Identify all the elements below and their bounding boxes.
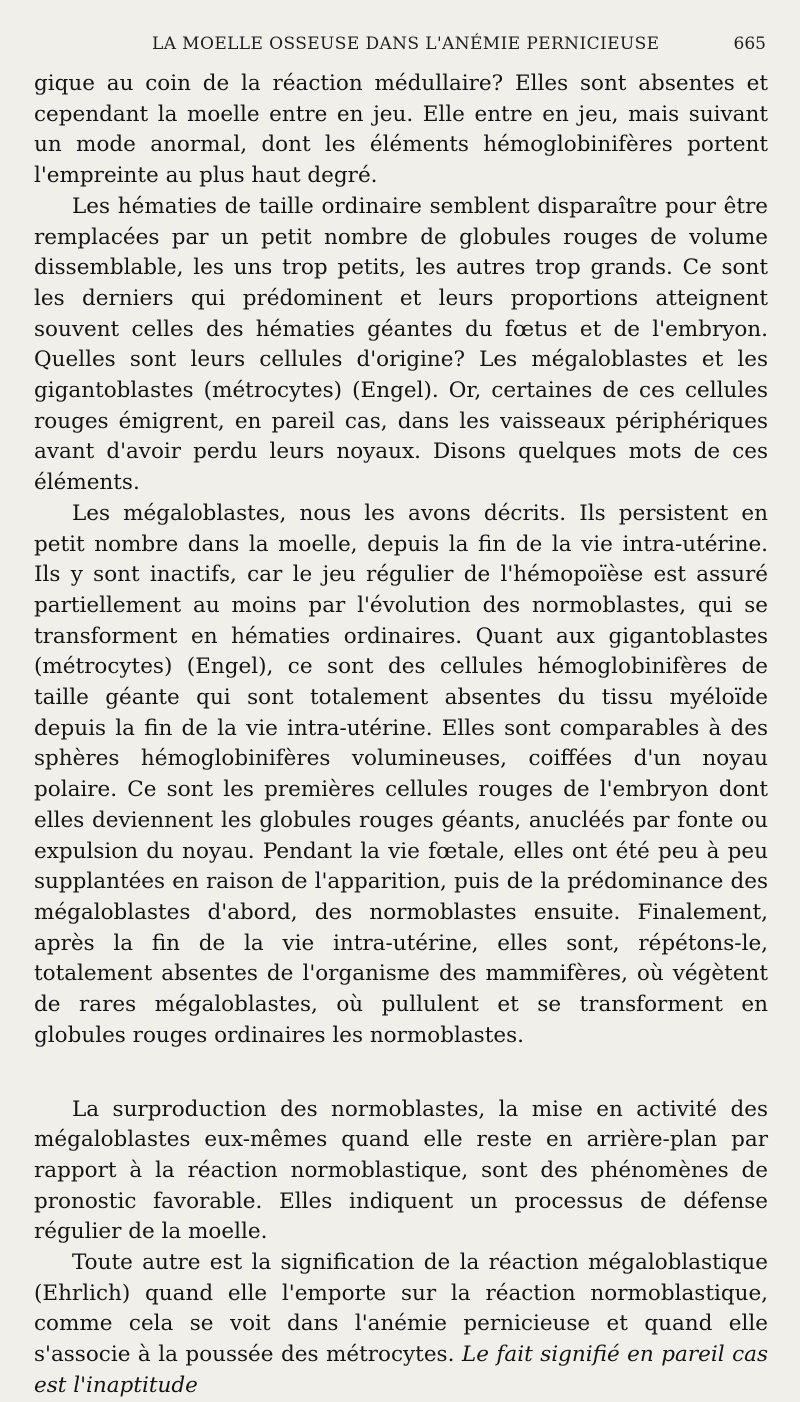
paragraph-megaloblastes: Les mégaloblastes, nous les avons décrits. Ils persistent en petit nombre dans la moelle, depuis la fin de la vie intra-utérine. Ils y sont inactifs, car le jeu régulier de l'hémopoïèse est assuré partiellement au moins par l'évolution des normoblastes, qui se transforment en hématies ordinaires. Quant aux gigantoblastes (métrocytes) (Engel), ce sont des cellules hémoglobinifères de taille géante qui sont totalement absentes du tissu myéloïde depuis la fin de la vie intra-utérine. Elles sont comparables à des sphères hémoglobinifères volumineuses, coiffées d'un noyau polaire. Ce sont les premières cellules rouges de l'embryon dont elles deviennent les globules rouges géants, anucléés par fonte ou expulsion du noyau. Pendant la vie fœtale, elles ont été peu à peu supplantées en raison de l'apparition, puis de la prédominance des mégaloblastes d'abord, des normoblastes ensuite. Finalement, après la fin de la vie intra-utérine, elles sont, répétons-le, totalement absentes de l'organisme des mammifères, où végètent de rares mégaloblastes, où pullulent et se transforment en globules rouges ordinaires les normoblastes. xyxy=(34,500,768,1048)
paragraph-surproduction: La surproduction des normoblastes, la mise en activité des mégaloblastes eux-mêmes quand elle reste en arrière-plan par rapport à la réaction normoblastique, sont des phénomènes de pronostic favorable. Elles indiquent un processus de défense régulier de la moelle. xyxy=(34,1096,768,1245)
paragraph-signification-italic: Le fait signifié en pareil cas est l'inaptitude xyxy=(34,1342,768,1398)
running-title: LA MOELLE OSSEUSE DANS L'ANÉMIE PERNICIEUSE xyxy=(152,34,660,54)
paragraph-continuation: gique au coin de la réaction médullaire? Elles sont absentes et cependant la moelle entre en jeu. Elle entre en jeu, mais suivant un mode anormal, dont les éléments hémoglobinifères portent l'empreinte au plus haut degré. xyxy=(34,71,768,189)
body-text xyxy=(34,69,768,1402)
page-number: 665 xyxy=(733,34,766,54)
paragraph-signification xyxy=(34,1248,768,1402)
paragraph-hematies: Les hématies de taille ordinaire semblent disparaître pour être remplacées par un petit nombre de globules rouges de volume dissemblable, les uns trop petits, les autres trop grands. Ce sont les derniers qui prédominent et leurs proportions atteignent souvent celles des hématies géantes du fœtus et de l'embryon. Quelles sont leurs cellules d'origine? Les mégaloblastes et les gigantoblastes (métrocytes) (Engel). Or, certaines de ces cellules rouges émigrent, en pareil cas, dans les vaisseaux périphériques avant d'avoir perdu leurs noyaux. Disons quelques mots de ces éléments. xyxy=(34,193,768,496)
running-head xyxy=(0,34,800,58)
paragraph-signification-text: Toute autre est la signification de la réaction mégaloblastique (Ehrlich) quand elle l'emporte sur la réaction normoblastique, comme cela se voit dans l'anémie pernicieuse et quand elle s'associe à la poussée des métrocytes. xyxy=(34,1250,768,1368)
